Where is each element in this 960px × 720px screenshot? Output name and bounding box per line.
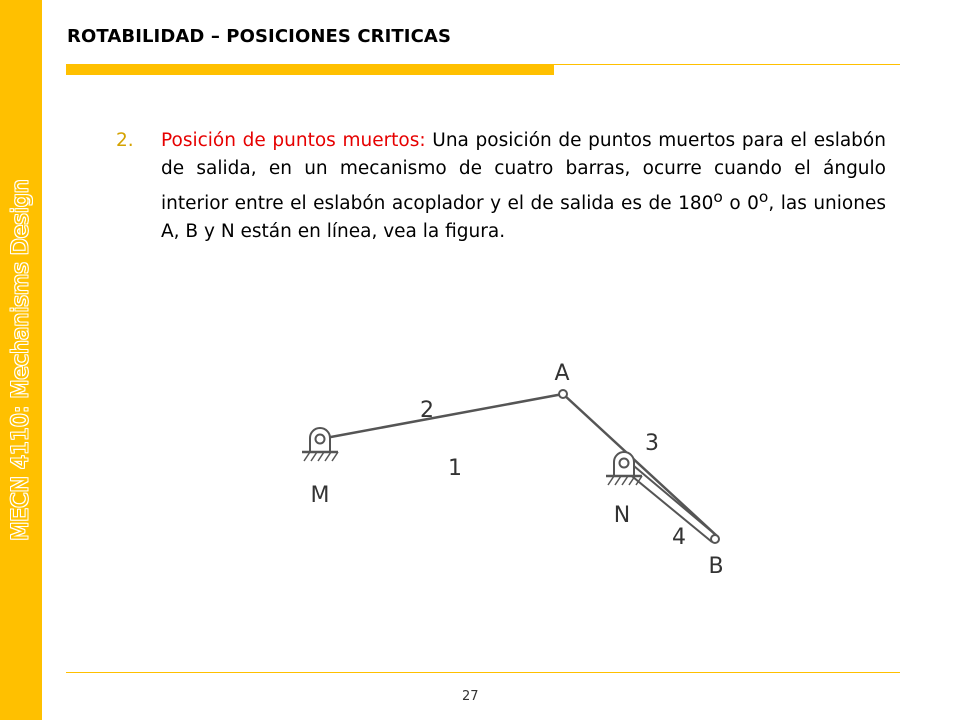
footer-divider: [66, 672, 900, 673]
label-a: A: [554, 361, 570, 386]
label-n: N: [613, 503, 631, 528]
sidebar: [0, 0, 42, 720]
title-underline-thin: [554, 64, 900, 65]
paragraph-mid: o 0: [722, 193, 759, 215]
ground-support-m: [302, 428, 338, 461]
four-bar-mechanism-figure: [290, 350, 750, 590]
label-link-1: 1: [448, 456, 462, 481]
joint-b: [711, 535, 719, 543]
link-2: [320, 394, 563, 439]
label-m: M: [310, 483, 330, 508]
sidebar-course-title: MECN 4110: Mechanisms Design: [8, 179, 34, 541]
joint-a: [559, 390, 567, 398]
slide-title: ROTABILIDAD – POSICIONES CRITICAS: [67, 26, 452, 47]
link-4-lower: [622, 468, 712, 542]
title-underline-thick: [66, 64, 554, 75]
paragraph-heading: Posición de puntos muertos:: [161, 130, 426, 151]
degree-superscript-1: o: [713, 188, 723, 206]
degree-superscript-2: o: [758, 188, 769, 206]
label-link-3: 3: [645, 431, 659, 456]
label-link-4: 4: [672, 525, 686, 550]
label-link-2: 2: [420, 398, 434, 423]
paragraph-end: , las uniones A, B y N están en línea, vea la figura.: [161, 193, 886, 243]
link-3: [563, 394, 717, 536]
paragraph-number: 2.: [116, 130, 134, 151]
label-b: B: [708, 554, 724, 579]
paragraph-body: Una posición de puntos muertos para el eslabón de salida, en un mecanismo de cuatro barras, ocurre cuando el ángulo interior entre el eslabón acoplador y el de salida es de 180: [161, 130, 886, 215]
page-number: 27: [462, 689, 479, 704]
paragraph-text: [161, 127, 886, 246]
paragraph-item-2: [116, 127, 886, 246]
